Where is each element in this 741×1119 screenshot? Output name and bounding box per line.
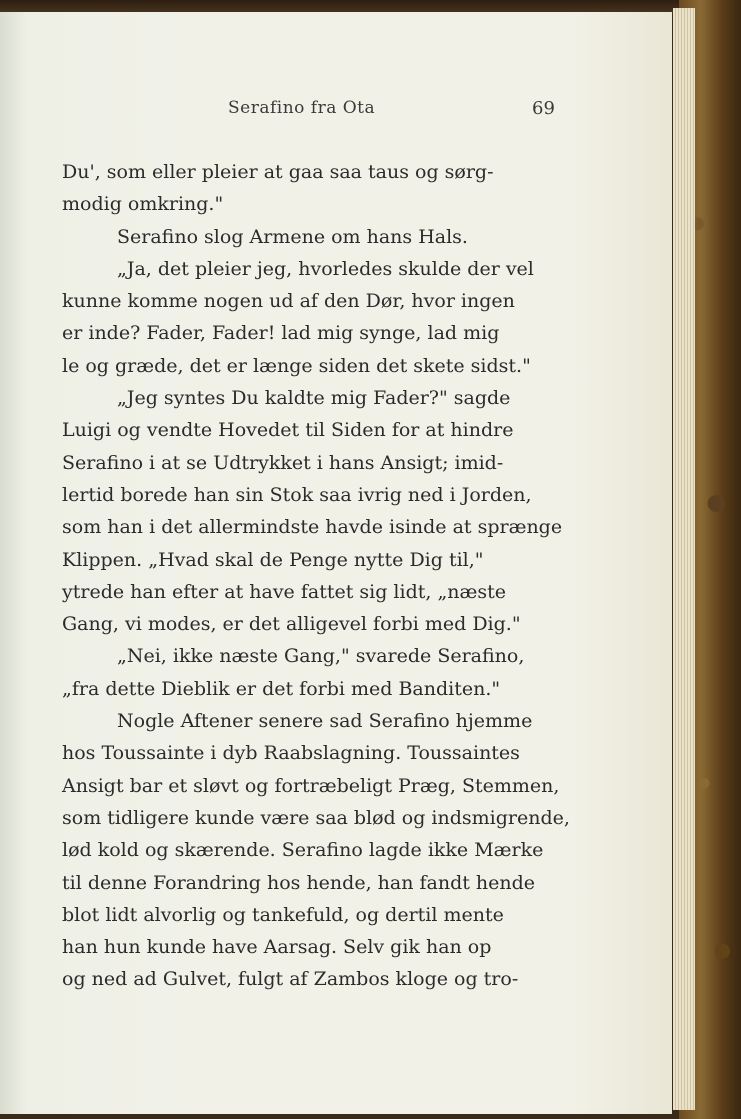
book-page — [0, 12, 672, 1114]
text-line: „fra dette Dieblik er det forbi med Banditen." — [62, 677, 501, 700]
text-line: blot lidt alvorlig og tankefuld, og dertil mente — [62, 903, 504, 926]
body-text — [62, 156, 570, 996]
text-line: lød kold og skærende. Serafino lagde ikke Mærke — [62, 839, 544, 862]
text-line: hos Toussainte i dyb Raabslagning. Toussaintes — [62, 742, 520, 765]
page-stack-edge — [673, 8, 695, 1110]
text-line: Klippen. „Hvad skal de Penge nytte Dig til," — [62, 548, 484, 571]
text-line: Du', som eller pleier at gaa saa taus og sørg- — [62, 161, 494, 183]
text-line: kunne komme nogen ud af den Dør, hvor ingen — [62, 290, 515, 313]
text-line: „Jeg syntes Du kaldte mig Fader?" sagde — [117, 387, 511, 410]
text-line: Nogle Aftener senere sad Serafino hjemme — [117, 710, 533, 733]
text-line: Luigi og vendte Hovedet til Siden for at hindre — [62, 419, 514, 442]
text-line: Gang, vi modes, er det alligevel forbi med Dig." — [62, 613, 521, 636]
text-line: lertid borede han sin Stok saa ivrig ned i Jorden, — [62, 483, 532, 506]
running-title: Serafino fra Ota — [228, 98, 376, 118]
text-line: han hun kunde have Aarsag. Selv gik han op — [62, 936, 492, 959]
text-line: Serafino i at se Udtrykket i hans Ansigt; imid- — [62, 451, 504, 474]
text-line: „Ja, det pleier jeg, hvorledes skulde der vel — [117, 257, 534, 280]
text-line: er inde? Fader, Fader! lad mig synge, lad mig — [62, 322, 500, 345]
text-line: modig omkring." — [62, 193, 224, 216]
text-line: le og græde, det er længe siden det skete sidst." — [62, 354, 531, 377]
text-line: som tidligere kunde være saa blød og indsmigrende, — [62, 806, 570, 829]
text-line: Serafino slog Armene om hans Hals. — [117, 225, 468, 248]
text-line: til denne Forandring hos hende, han fandt hende — [62, 871, 536, 894]
text-line: Ansigt bar et sløvt og fortræbeligt Præg, Stemmen, — [62, 774, 560, 797]
running-head — [0, 98, 672, 130]
text-line: ytrede han efter at have fattet sig lidt, „næste — [62, 580, 507, 603]
page-number: 69 — [532, 98, 555, 119]
text-line: „Nei, ikke næste Gang," svarede Serafino, — [117, 645, 525, 668]
text-line: og ned ad Gulvet, fulgt af Zambos kloge og tro- — [62, 968, 519, 991]
text-line: som han i det allermindste havde isinde at sprænge — [62, 516, 563, 539]
